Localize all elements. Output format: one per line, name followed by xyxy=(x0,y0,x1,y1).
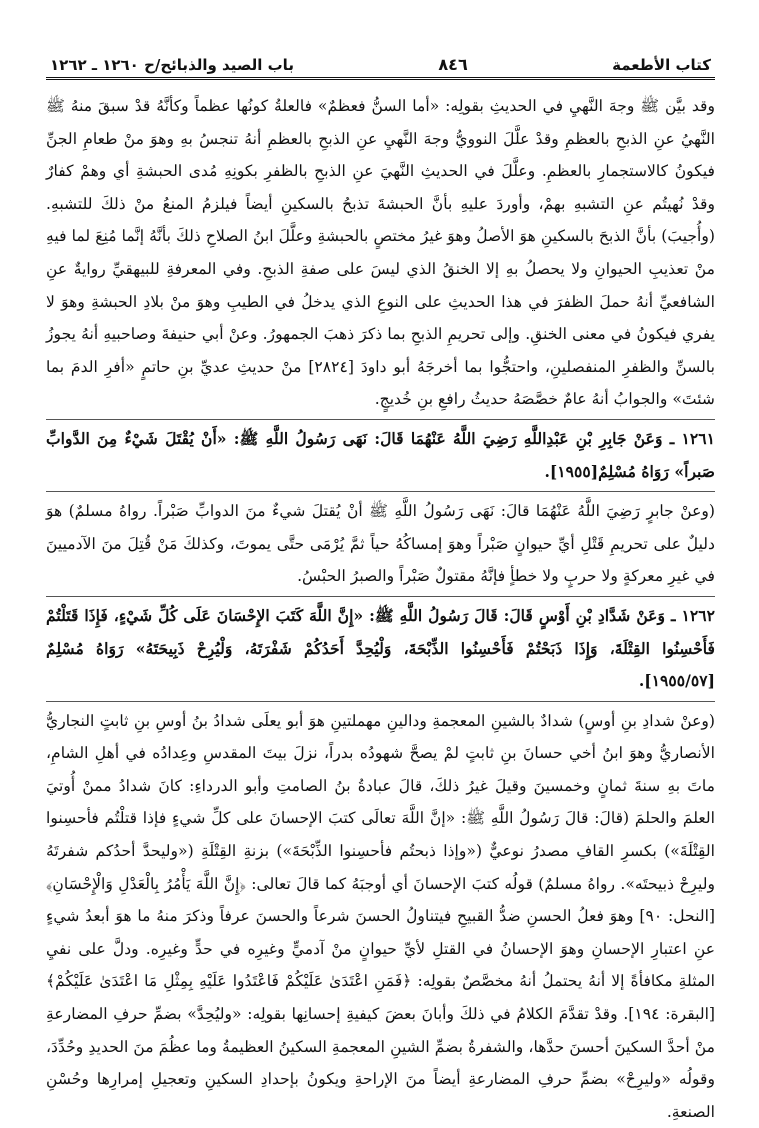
page-number: ٨٤٦ xyxy=(438,55,468,74)
section-divider xyxy=(46,491,715,492)
commentary-paragraph: (وعنْ جابرٍ رَضِيَ اللَّهُ عَنْهُمَا قالَ: نَهَى رَسُولُ اللَّهِ ﷺ أنْ يُقتلَ شيءٌ منَ الدوابِّ صَبْراً. رواهُ مسلمٌ) هوَ دليلٌ على تحريمِ قَتْلِ أيِّ حيوانٍ صَبْراً وهوَ إمساكُهُ حياً ثمَّ يُرْمَى حتَّى يموتَ، وكذلكَ مَنْ قُتِلَ منَ الآدميينَ في غيرِ معركةٍ ولا حربٍ ولا خطأٍ فإنَّهُ مقتولٌ صَبْراً والصبرُ الحبْسُ. xyxy=(46,502,715,586)
commentary-paragraph: (وعنْ شدادِ بنِ أوسٍ) شدادٌ بالشينِ المعجمةِ ودالينِ مهملتينِ هوَ أبو يعلَى شدادُ بنُ أوسِ بنِ ثابتٍ النجاريُّ الأنصاريُّ وهوَ ابنُ أخي حسانَ بنِ ثابتٍ لمْ يصحَّ شهودُه بدراً، نزلَ بيتَ المقدسِ وعِدادُه في أهلِ الشامِ، ماتَ بهِ سنةَ ثمانٍ وخمسينَ وقيلَ غيرُ ذلكَ، قالَ عبادةُ بنُ الصامتِ وأبو الدرداءِ: كانَ شدادُ ممنْ أُوتيَ العلمَ والحلمَ (قالَ: قالَ رَسُولُ اللَّهِ ﷺ: «إنَّ اللَّهَ تعالَى كتبَ الإحسانَ على كلِّ شيءٍ فإذا قتلْتُم فأحسِنوا القِتْلَةَ») بكسرِ القافِ مصدرُ نوعيٌّ («وإذا ذبحتُم فأحسِنوا الذِّبْحَةَ») بزنةِ القِتْلَةِ («وليحدَّ أحدُكم شفرتَهُ وليرِحْ ذبيحتَه». رواهُ مسلمٌ) قولُه كتبَ الإحسانَ أي أوجبَهُ كما قالَ تعالى: ﴿إِنَّ اللَّهَ يَأْمُرُ بِالْعَدْلِ وَالْإِحْسَانِ﴾ [النحل: ٩٠] وهوَ فعلُ الحسنِ ضدُّ القبيحِ فيتناولُ الحسنَ شرعاً والحسنَ عرفاً وذكرَ منهُ ما هوَ أبعدُ شيءٍ عنِ اعتبارِ الإحسانِ وهوَ الإحسانُ في القتلِ لأيِّ حيوانٍ منْ آدميٍّ وغيرِه في حدٍّ وغيرِه. ودلَّ على نفيِ المثلةِ مكافأةً إلا أنهُ يحتملُ أنهُ مخصَّصٌ بقولِه: ﴿فَمَنِ اعْتَدَىٰ عَلَيْكُمْ فَاعْتَدُوا عَلَيْهِ بِمِثْلِ مَا اعْتَدَىٰ عَلَيْكُمْ﴾ [البقرة: ١٩٤]. وقدْ تقدَّمَ الكلامُ في ذلكَ وأبانَ بعضَ كيفيةِ إحسانِها بقولِه: «وليُحِدَّ» بضمِّ حرفِ المضارعةِ منْ أحدَّ السكينَ أحسنَ حدَّها، والشفرةُ بضمِّ الشينِ المعجمةِ السكينُ العظيمةُ وما عظُمَ منَ الحديدِ وحُدِّدَ، وقولُه «وليرِحْ» بضمِّ حرفِ المضارعةِ أيضاً منَ الإراحةِ ويكونُ بإحدادِ السكينِ وتعجيلِ إمرارِها وحُسْنِ الصنعةِ. xyxy=(46,711,716,1121)
hadith-text: ١٢٦٢ ـ وَعَنْ شَدَّادِ بْنِ أَوْسٍ قَالَ: قَالَ رَسُولُ اللَّهِ ﷺ: «إِنَّ اللَّهَ كَتَبَ الإِحْسَانَ عَلَى كُلِّ شَيْءٍ، فَإِذَا قَتَلْتُمْ فَأَحْسِنُوا القِتْلَةَ، وَإِذَا ذَبَحْتُمْ فَأَحْسِنُوا الذِّبْحَةَ، وَلْيُحِدَّ أَحَدُكُمْ شَفْرَتَهُ، وَلْيُرِحْ ذَبِيحَتَهُ» رَوَاهُ مُسْلِمٌ [١٩٥٥/٥٧]. xyxy=(46,605,715,691)
chapter-title: باب الصيد والذبائح/ح ١٢٦٠ ـ ١٢٦٢ xyxy=(50,56,294,74)
page-header xyxy=(46,44,715,80)
section-divider xyxy=(46,701,715,702)
section-divider xyxy=(46,419,715,420)
page-body xyxy=(46,90,715,1128)
hadith-text: ١٢٦١ ـ وَعَنْ جَابِرِ بْنِ عَبْدِاللَّهِ رَضِيَ اللَّهُ عَنْهُمَا قَالَ: نَهَى رَسُولُ اللَّهِ ﷺ: «أَنْ يُقْتَلَ شَيْءٌ مِنَ الدَّوابِّ صَبراً» رَوَاهُ مُسْلِمٌ[١٩٥٥]. xyxy=(46,428,715,481)
section-divider xyxy=(46,596,715,597)
book-title: كتاب الأطعمة xyxy=(612,56,711,74)
commentary-paragraph: وقد بيَّن ﷺ وجهَ النَّهيِ في الحديثِ بقولِه: «أما السنُّ فعظمٌ» فالعلةُ كونُها عظماً وكأنَّهُ قدْ سبقَ منهُ ﷺ النَّهيُ عنِ الذبحِ بالعظمِ وقدْ علَّلَ النوويُّ وجهَ النَّهيِ عنِ الذبحِ بالعظمِ أنهُ تنجسُ بهِ وهوَ منْ طعامِ الجنِّ فيكونُ كالاستجمارِ بالعظمِ. وعلَّلَ في الحديثِ النَّهيَ عنِ الذبحِ بالظفرِ بكونِهِ مُدى الحبشةِ أي وهمْ كفارٌ وقدْ نُهيتُم عنِ التشبهِ بهمْ، وأوردَ عليهِ بأنَّ الحبشةَ تذبحُ بالسكينِ أيضاً فيلزمُ المنعُ منْ ذلكَ للتشبهِ. (وأُجيبَ) بأنَّ الذبحَ بالسكينِ هوَ الأصلُ وهوَ غيرُ مختصٍ بالحبشةِ وعلَّلَ ابنُ الصلاحِ ذلكَ بأنَّهُ إنَّما مُنِعَ لما فيهِ منْ تعذيبِ الحيوانِ ولا يحصلُ بهِ إلا الخنقُ الذي ليسَ على صفةِ الذبحِ. وفي المعرفةِ للبيهقيِّ روايةٌ عنِ الشافعيِّ أنهُ حملَ الظفرَ في هذا الحديثِ على النوعِ الذي يدخلُ في الطيبِ وهوَ منْ بلادِ الحبشةِ وهوَ لا يفري فيكونُ في معنى الخنقِ. وإلى تحريمِ الذبحِ بما ذكرَ ذهبَ الجمهورُ. وعنْ أبي حنيفةَ وصاحبيهِ أنهُ يجوزُ بالسنِّ والظفرِ المنفصلينِ، واحتجُّوا بما أخرجَهُ أبو داودَ [٢٨٢٤] منْ حديثِ عديِّ بنِ حاتمٍ «أفرِ الدمَ بما شئتَ» والجوابُ أنهُ عامٌ خصَّصَهُ حديثُ رافعِ بنِ خُديجٍ. xyxy=(46,97,715,409)
